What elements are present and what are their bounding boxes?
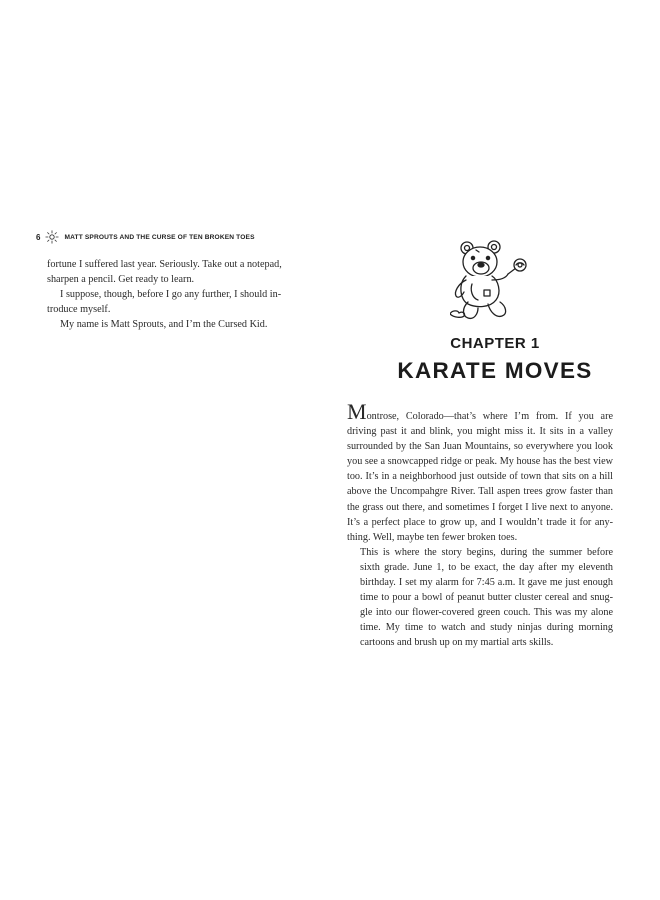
teddy-bear-illustration xyxy=(450,238,534,324)
sun-icon xyxy=(45,230,59,244)
right-body-text xyxy=(347,399,613,651)
page-number: 6 xyxy=(36,232,41,242)
text-line: I suppose, though, before I go any further, I should in- xyxy=(60,289,282,301)
paragraph-1-text: ontrose, Colorado—that’s where I’m from. If you are driving past it and blink, you might miss it. It sits in a valley surrounded by the San Juan Mountains, so everywhere you look you see a snowcapped ridge or peak. My house has the best view too. It’s in a neighborhood just outside of town that sits on a hill above the Uncompahgre River. Tall aspen trees grow faster than the grass out there, and sometimes I forget I live next to anyone. It’s a perfect place to grow up, and I wouldn’t trade it for any-thing. Well, maybe ten fewer broken toes. xyxy=(347,411,613,543)
paragraph-1 xyxy=(347,399,613,545)
text-line: fortune I suffered last year. Seriously. Take out a notepad, xyxy=(47,259,282,270)
chapter-number: CHAPTER 1 xyxy=(450,335,540,352)
drop-cap: M xyxy=(347,399,367,424)
left-body-text xyxy=(47,257,281,332)
chapter-title: KARATE MOVES xyxy=(397,358,593,383)
running-header-title: MATT SPROUTS AND THE CURSE OF TEN BROKEN TOES xyxy=(64,233,255,241)
text-line: sharpen a pencil. Get ready to learn. xyxy=(47,274,195,286)
text-line: My name is Matt Sprouts, and I’m the Cursed Kid. xyxy=(60,319,268,331)
text-line: troduce myself. xyxy=(47,304,111,316)
running-header xyxy=(36,231,255,243)
paragraph-2: This is where the story begins, during the summer before sixth grade. June 1, to be exact, the day after my eleventh birthday. I set my alarm for 7:45 a.m. It gave me just enough time to pour a bowl of peanut butter cluster cereal and snug-gle into our flower-covered green couch. This was my alone time. My time to watch and study ninjas during morning cartoons and brush up on my martial arts skills. xyxy=(360,546,613,649)
